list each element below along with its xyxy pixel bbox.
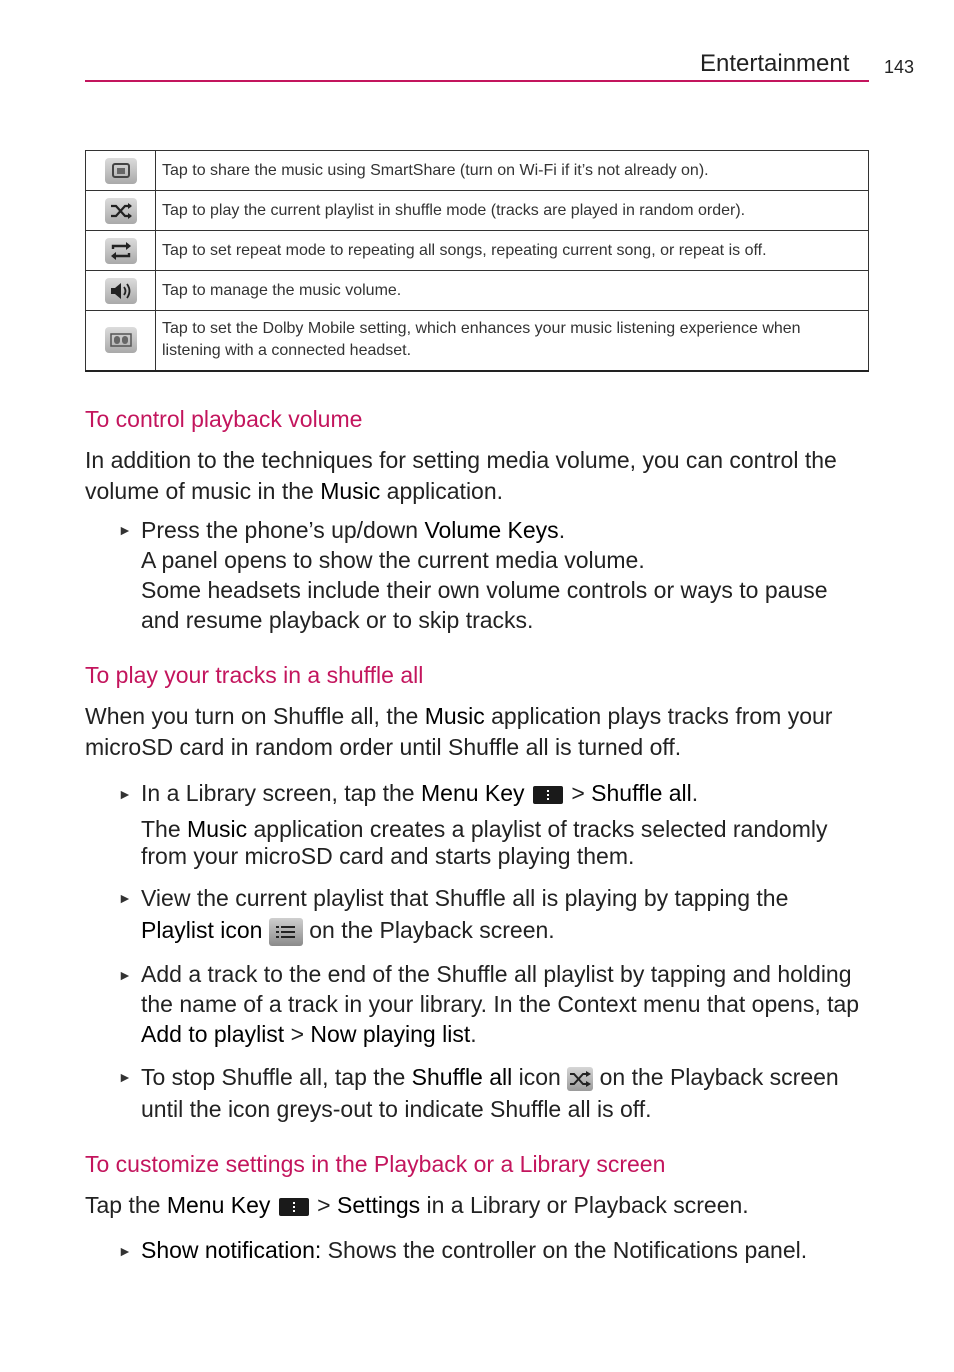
table-cell: Tap to set the Dolby Mobile setting, which enhances your music listening experience when listening with a connected headset. [156, 311, 869, 371]
bullet-paragraph: The Music application creates a playlist of tracks selected randomly from your microSD card and starts playing them. [141, 816, 828, 869]
bullet-item: In a Library screen, tap the Menu Key > Shuffle all. [141, 780, 699, 806]
header-section-title: Entertainment [700, 50, 850, 77]
icon-table [85, 150, 869, 372]
table-cell: Tap to play the current playlist in shuffle mode (tracks are played in random order). [156, 191, 869, 231]
section-heading: To control playback volume [85, 406, 363, 432]
bullet-item: View the current playlist that Shuffle all is playing by tapping the Playlist icon on the Playback screen. [141, 882, 861, 946]
bullet-arrow-icon: ► [118, 522, 132, 538]
menu-key-icon [533, 786, 563, 804]
table-row [86, 191, 869, 231]
shuffle-icon [105, 198, 137, 224]
table-row [86, 271, 869, 311]
table-cell: Tap to share the music using SmartShare (turn on Wi-Fi if it’s not already on). [156, 151, 869, 191]
bullet-item: Add a track to the end of the Shuffle all playlist by tapping and holding the name of a track in your library. In the Context menu that opens, tap Add to playlist > Now playing list. [141, 961, 860, 1047]
shuffle-all-icon [567, 1067, 593, 1091]
volume-icon [105, 278, 137, 304]
smartshare-icon [105, 158, 137, 184]
dolby-icon [105, 327, 137, 353]
paragraph: Tap the Menu Key > Settings in a Library or Playback screen. [85, 1192, 749, 1218]
bullet-item: Show notification: Shows the controller on the Notifications panel. [141, 1237, 808, 1263]
bullet-item: Press the phone’s up/down Volume Keys. A panel opens to show the current media volume. Some headsets include their own volume controls or ways to pause and resume playback or to skip tracks. [141, 517, 828, 633]
bullet-arrow-icon: ► [118, 1069, 132, 1085]
header-rule [85, 80, 869, 82]
repeat-icon [105, 238, 137, 264]
bullet-arrow-icon: ► [118, 967, 132, 983]
table-cell: Tap to manage the music volume. [156, 271, 869, 311]
table-row [86, 231, 869, 271]
playlist-icon [269, 918, 303, 946]
bullet-arrow-icon: ► [118, 786, 132, 802]
paragraph: When you turn on Shuffle all, the Music application plays tracks from your microSD card in random order until Shuffle all is turned off. [85, 703, 833, 760]
section-heading: To play your tracks in a shuffle all [85, 662, 424, 688]
bullet-item: To stop Shuffle all, tap the Shuffle all icon on the Playback screen until the icon greys-out to indicate Shuffle all is off. [141, 1064, 839, 1122]
table-row [86, 311, 869, 371]
menu-key-icon [279, 1198, 309, 1216]
bullet-arrow-icon: ► [118, 1243, 132, 1259]
table-cell: Tap to set repeat mode to repeating all songs, repeating current song, or repeat is off. [156, 231, 869, 271]
page-number: 143 [884, 57, 915, 77]
paragraph: In addition to the techniques for setting media volume, you can control the volume of music in the Music application. [85, 447, 837, 504]
section-heading: To customize settings in the Playback or a Library screen [85, 1151, 666, 1177]
bullet-arrow-icon: ► [118, 890, 132, 906]
table-row [86, 151, 869, 191]
